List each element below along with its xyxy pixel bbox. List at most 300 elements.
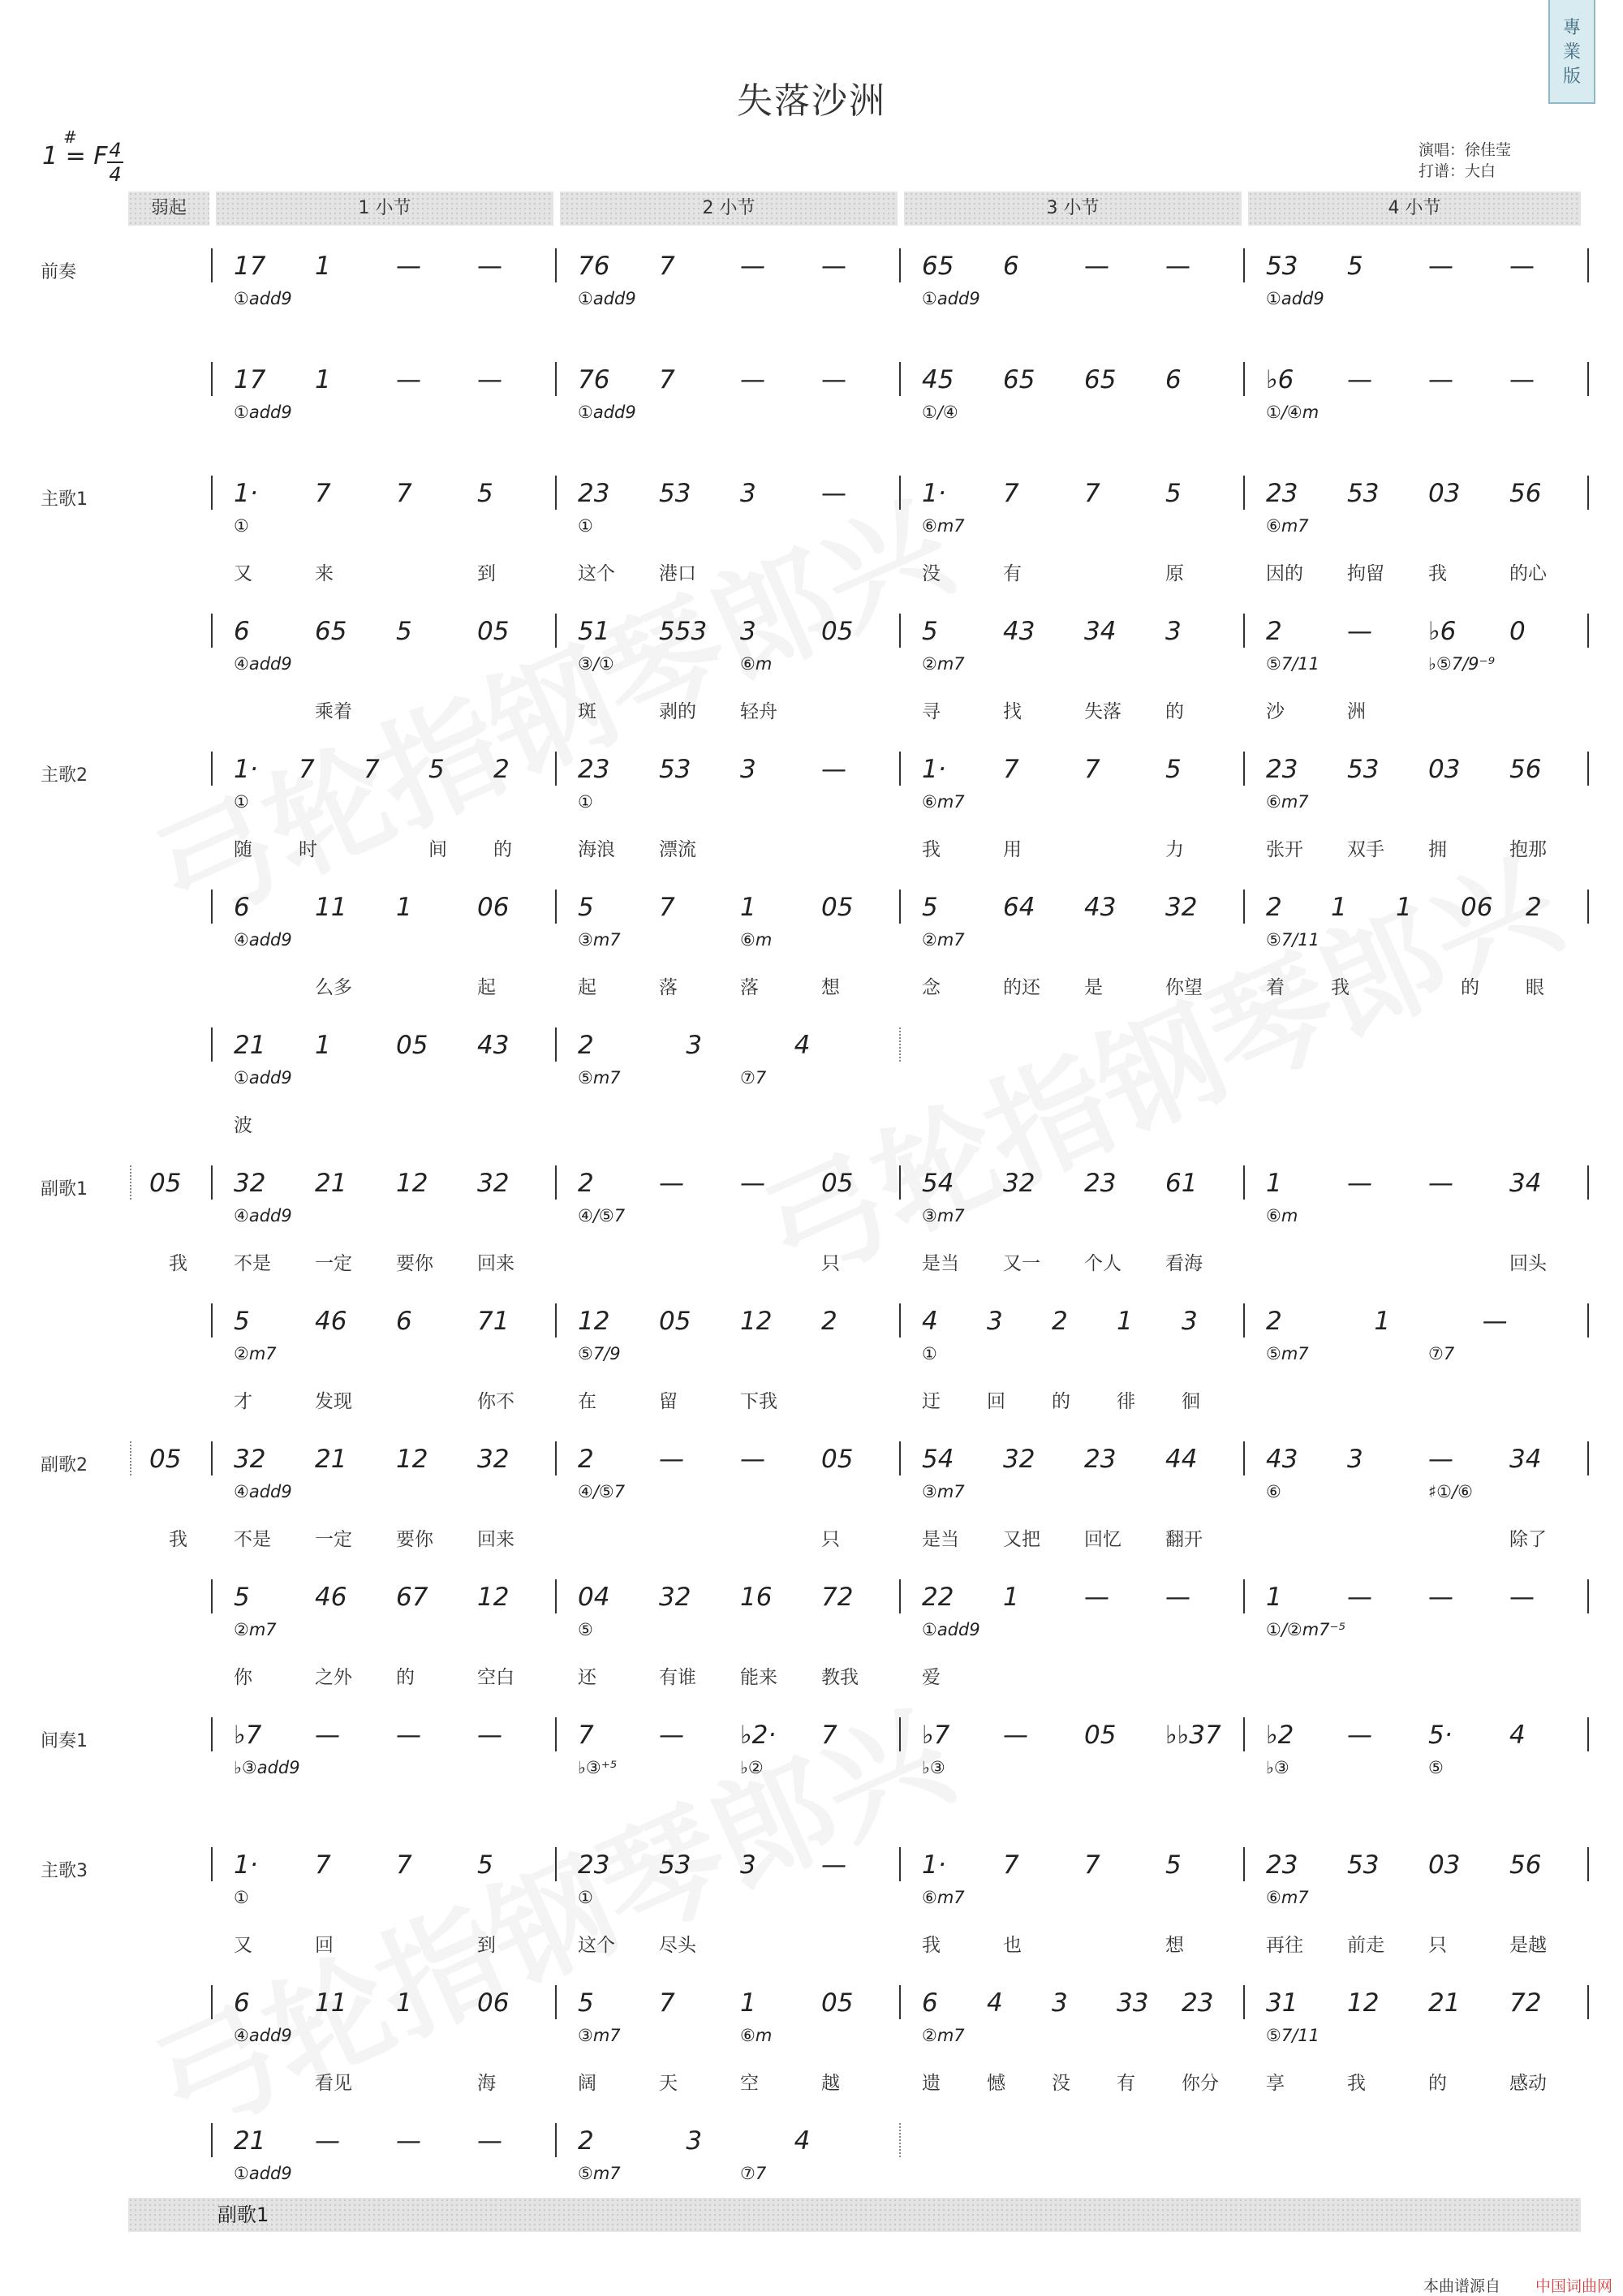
lyric: 失落 [1084,701,1121,722]
lyric: 要你 [396,1529,433,1550]
note: 23 [1084,1169,1117,1198]
note: 05 [821,893,854,922]
barline [1243,752,1245,786]
lyric: 双手 [1347,839,1384,860]
note: — [396,365,421,394]
note: 1 [315,252,331,281]
barline [211,1027,213,1062]
barline [1587,476,1589,510]
barline [1587,1847,1589,1881]
chord-symbol: ②m7 [234,1620,277,1639]
section-label: 主歌1 [41,489,88,510]
barline [1243,614,1245,648]
key-signature [42,127,108,170]
lyric: 剥的 [659,701,696,722]
chord-symbol: ♭③add9 [234,1758,300,1777]
note: 1· [922,1850,946,1880]
barline [899,1027,901,1062]
lyric: 再往 [1266,1935,1303,1956]
barline [211,614,213,648]
lyric: 前走 [1347,1935,1384,1956]
note: 7 [659,1988,675,2018]
note: 72 [821,1583,854,1612]
lyric: 天 [659,2073,678,2094]
note: 1 [1266,1583,1282,1612]
chord-symbol: ⑤m7 [578,1068,621,1088]
chord-symbol: ① [922,1344,937,1363]
barline [1243,1985,1245,2019]
barline [211,752,213,786]
lyric: 回头 [1509,1253,1547,1274]
section-label: 间奏1 [41,1731,88,1751]
note: 0 [1509,617,1526,646]
note: — [659,1445,684,1474]
note: — [1509,1583,1535,1612]
chord-symbol: ⑥m [1266,1206,1298,1226]
note: 7 [315,479,331,508]
note: — [477,2126,502,2156]
note: 2 [1266,617,1282,646]
note: 1 [1003,1583,1019,1612]
barline [555,614,557,648]
lyric: 有 [1003,563,1022,584]
chord-symbol: ⑥m7 [922,792,965,812]
lyric: 我 [922,839,941,860]
note: 5 [1347,252,1363,281]
transcriber-credit: 打谱：大白 [1419,162,1496,180]
lyric: 徊 [1182,1391,1200,1412]
note: 32 [1003,1445,1035,1474]
note: 04 [578,1583,610,1612]
note: 56 [1509,479,1542,508]
note: ♭6 [1266,365,1294,394]
note: 34 [1084,617,1117,646]
chord-symbol: ⑥m [740,2026,773,2045]
note: 7 [396,1850,412,1880]
barline [555,1717,557,1751]
note: 1 [740,893,756,922]
note: 21 [234,1031,266,1060]
note: 5 [1165,755,1182,784]
page-title: 失落沙洲 [737,80,886,122]
pickup-lyric: 我 [169,1253,187,1274]
note: 06 [477,1988,510,2018]
watermark-text [123,451,972,958]
lyric: 到 [477,1935,496,1956]
note: 7 [1084,479,1100,508]
chord-symbol: ① [234,1888,249,1907]
note: 05 [821,1445,854,1474]
note: — [1347,1583,1372,1612]
lyric: 的 [1052,1391,1070,1412]
chord-symbol: ⑤m7 [578,2164,621,2183]
barline [555,1027,557,1062]
credits [1419,140,1511,182]
barline [899,1303,901,1338]
lyric: 你望 [1165,977,1203,998]
note: 23 [1266,755,1298,784]
note: 5 [477,1850,493,1880]
note: — [821,1850,846,1880]
lyric: 又 [234,1935,252,1956]
note: 65 [1084,365,1117,394]
watermark-text [731,808,1581,1315]
chord-symbol: ♭③ [922,1758,945,1777]
note: 43 [1084,893,1117,922]
note: 05 [821,1988,854,2018]
barline [555,1985,557,2019]
note: 03 [1428,755,1461,784]
note: 5 [578,893,594,922]
note: 31 [1266,1988,1298,2018]
chord-symbol: ①add9 [578,289,636,308]
chord-symbol: ⑥m7 [1266,1888,1309,1907]
time-signature [107,140,123,185]
note: ♭♭37 [1165,1721,1221,1750]
stamp-char: 專 [1562,18,1581,38]
note: 12 [740,1307,773,1336]
lyric: 乘着 [315,701,352,722]
lyric: 的 [396,1667,415,1688]
pickup-note: 05 [149,1169,182,1198]
chord-symbol: ④add9 [234,930,292,950]
chord-symbol: ②m7 [922,930,965,950]
lyric: 空白 [477,1667,514,1688]
chord-symbol: ②m7 [922,2026,965,2045]
barline [1243,248,1245,282]
chord-symbol: ⑤7/11 [1266,930,1319,950]
time-signature-top: 4 [109,139,122,162]
note: ♭2 [1266,1721,1294,1750]
ruler-bar-2: 2 小节 [560,192,898,226]
lyric: 力 [1165,839,1184,860]
barline [211,1303,213,1338]
key-sharp: # [63,127,77,147]
note: 23 [578,755,610,784]
lyric: 不是 [234,1529,271,1550]
chord-symbol: ①/④ [922,403,958,422]
chord-symbol: ♯①/⑥ [1428,1482,1473,1501]
lyric: 想 [821,977,840,998]
note: 64 [1003,893,1035,922]
note: 1· [234,1850,258,1880]
barline [1243,1303,1245,1338]
note: 65 [1003,365,1035,394]
barline [211,1441,213,1475]
barline [899,1985,901,2019]
lyric: 想 [1165,1935,1184,1956]
note: 05 [821,1169,854,1198]
note: 3 [987,1307,1003,1336]
barline [899,614,901,648]
note: 1 [1396,893,1412,922]
note: 7 [659,252,675,281]
lyric: 在 [578,1391,596,1412]
chord-symbol: ①add9 [1266,289,1324,308]
chord-symbol: ①/②m7⁻⁵ [1266,1620,1346,1639]
barline [1587,1165,1589,1200]
chord-symbol: ⑦7 [1428,1344,1455,1363]
note: — [821,365,846,394]
key-text: 1 = F [42,142,108,170]
barline [555,362,557,396]
lyric: 你 [234,1667,252,1688]
lyric: 抱那 [1509,839,1547,860]
lyric: 的 [1165,701,1184,722]
note: — [1347,617,1372,646]
note: ♭2· [740,1721,777,1750]
note: 32 [234,1445,266,1474]
barline [1587,752,1589,786]
note: 76 [578,252,610,281]
note: — [1347,1721,1372,1750]
note: — [1084,252,1109,281]
note: 21 [315,1445,347,1474]
note: 3 [740,1850,756,1880]
chord-symbol: ④/⑤7 [578,1482,626,1501]
chord-symbol: ③m7 [578,930,621,950]
note: 03 [1428,1850,1461,1880]
lyric: 我 [922,1935,941,1956]
note: 44 [1165,1445,1198,1474]
note: — [1509,252,1535,281]
note: 72 [1509,1988,1542,2018]
note: 12 [396,1445,428,1474]
note: 6 [1165,365,1182,394]
chord-symbol: ⑥ [1266,1482,1281,1501]
lyric: 的 [1428,2073,1447,2094]
lyric: 没 [1052,2073,1070,2094]
chord-symbol: ⑤m7 [1266,1344,1309,1363]
lyric: 海 [477,2073,496,2094]
note: 1 [315,1031,331,1060]
barline [1587,362,1589,396]
note: 32 [659,1583,691,1612]
barline [1587,248,1589,282]
note: 5 [234,1583,250,1612]
barline [211,248,213,282]
note: — [477,252,502,281]
chord-symbol: ♭⑤7/9⁻⁹ [1428,654,1496,674]
pickup-note: 05 [149,1445,182,1474]
next-section-label: 副歌1 [217,2203,269,2226]
lyric: 越 [821,2073,840,2094]
lyric: 起 [477,977,496,998]
lyric: 这个 [578,1935,615,1956]
note: 23 [1084,1445,1117,1474]
note: 7 [1003,1850,1019,1880]
note: 34 [1509,1169,1542,1198]
note: — [1428,1583,1453,1612]
note: 2 [821,1307,837,1336]
note: 7 [1003,755,1019,784]
lyric: 回来 [477,1529,514,1550]
note: 12 [477,1583,510,1612]
lyric: 个人 [1084,1253,1121,1274]
source-label: 本曲谱源自 [1423,2277,1501,2295]
note: 12 [1347,1988,1380,2018]
note: 1 [1117,1307,1133,1336]
note: 54 [922,1445,954,1474]
note: 03 [1428,479,1461,508]
barline [899,476,901,510]
note: 2 [1266,893,1282,922]
note: 46 [315,1307,347,1336]
note: 05 [477,617,510,646]
note: 1 [740,1988,756,2018]
barline [1587,1579,1589,1613]
note: — [1482,1307,1508,1336]
barline [1587,1303,1589,1338]
note: 53 [659,479,691,508]
source-site: 中国词曲网 [1535,2277,1613,2295]
chord-symbol: ①add9 [922,1620,980,1639]
lyric: 一定 [315,1253,352,1274]
lyric: 的心 [1509,563,1547,584]
lyric: 落 [740,977,759,998]
lyric: 之外 [315,1667,352,1688]
chord-symbol: ⑥m [740,654,773,674]
note: 4 [794,1031,811,1060]
note: 05 [659,1307,691,1336]
note: 4 [987,1988,1003,2018]
note: 6 [922,1988,938,2018]
section-label: 副歌1 [41,1179,88,1200]
lyric: 波 [234,1115,252,1136]
note: — [1428,1169,1453,1198]
pickup-lyric: 我 [169,1529,187,1550]
lyric: 起 [578,977,596,998]
note: 05 [821,617,854,646]
note: — [1165,1583,1190,1612]
note: 5 [396,617,412,646]
note: 51 [578,617,610,646]
barline [555,752,557,786]
note: 3 [686,1031,703,1060]
lyric: 留 [659,1391,678,1412]
chord-symbol: ③m7 [922,1206,965,1226]
note: 33 [1117,1988,1149,2018]
lyric: 因的 [1266,563,1303,584]
lyric: 没 [922,563,941,584]
chord-symbol: ⑥m7 [1266,516,1309,536]
note: 2 [493,755,510,784]
note: 1· [234,755,258,784]
note: 5 [922,893,938,922]
note: 21 [234,2126,266,2156]
chord-symbol: ①add9 [578,403,636,422]
chord-symbol: ⑥m7 [1266,792,1309,812]
barline [1243,362,1245,396]
barline [1243,1441,1245,1475]
note: 76 [578,365,610,394]
lyric: 洲 [1347,701,1366,722]
section-label: 主歌2 [41,765,88,786]
lyric: 又把 [1003,1529,1040,1550]
lyric: 看海 [1165,1253,1203,1274]
note: 56 [1509,755,1542,784]
note: ♭7 [234,1721,262,1750]
chord-symbol: ①add9 [234,2164,292,2183]
lyric: 是越 [1509,1935,1547,1956]
chord-symbol: ⑤ [578,1620,593,1639]
ruler-bar-1: 1 小节 [216,192,553,226]
lyric: 回 [315,1935,334,1956]
lyric: 有 [1117,2073,1135,2094]
barline [555,890,557,924]
barline [555,2123,557,2157]
lyric: 斑 [578,701,596,722]
barline [1243,890,1245,924]
note: 22 [922,1583,954,1612]
lyric: 又 [234,563,252,584]
lyric: 回 [987,1391,1005,1412]
note: 06 [477,893,510,922]
chord-symbol: ④add9 [234,1482,292,1501]
lyric: 也 [1003,1935,1022,1956]
chord-symbol: ③m7 [922,1482,965,1501]
note: 1· [234,479,258,508]
note: 53 [659,755,691,784]
note: 3 [740,755,756,784]
note: 5 [578,1988,594,2018]
lyric: 的 [1461,977,1479,998]
chord-symbol: ①add9 [922,289,980,308]
chord-symbol: ① [578,516,593,536]
note: 3 [1182,1307,1198,1336]
chord-symbol: ⑥m7 [922,516,965,536]
barline [1243,1165,1245,1200]
note: 53 [659,1850,691,1880]
note: — [740,365,765,394]
note: ♭6 [1428,617,1457,646]
barline [899,1165,901,1200]
note: 7 [1084,755,1100,784]
lyric: 港口 [659,563,696,584]
note: 7 [299,755,315,784]
barline [555,1303,557,1338]
lyric: 寻 [922,701,941,722]
note: — [740,252,765,281]
lyric: 我 [1347,2073,1366,2094]
note: 12 [578,1307,610,1336]
note: — [315,2126,340,2156]
note: — [740,1169,765,1198]
lyric: 是当 [922,1253,959,1274]
barline [211,476,213,510]
note: 45 [922,365,954,394]
ruler-bar-3: 3 小节 [904,192,1242,226]
note: 7 [396,479,412,508]
lyric: 遗 [922,2073,941,2094]
note: 21 [1428,1988,1461,2018]
note: 7 [821,1721,837,1750]
lyric: 的 [493,839,512,860]
lyric: 徘 [1117,1391,1135,1412]
singer-credit: 演唱：徐佳莹 [1419,141,1512,159]
note: 32 [234,1169,266,1198]
note: — [396,252,421,281]
lyric: 是当 [922,1529,959,1550]
lyric: 海浪 [578,839,615,860]
note: 3 [686,2126,703,2156]
note: 61 [1165,1169,1198,1198]
chord-symbol: ④add9 [234,2026,292,2045]
barline [899,1579,901,1613]
section-label: 副歌2 [41,1455,88,1475]
section-label: 前奏 [41,262,77,282]
lyric: 看见 [315,2073,352,2094]
